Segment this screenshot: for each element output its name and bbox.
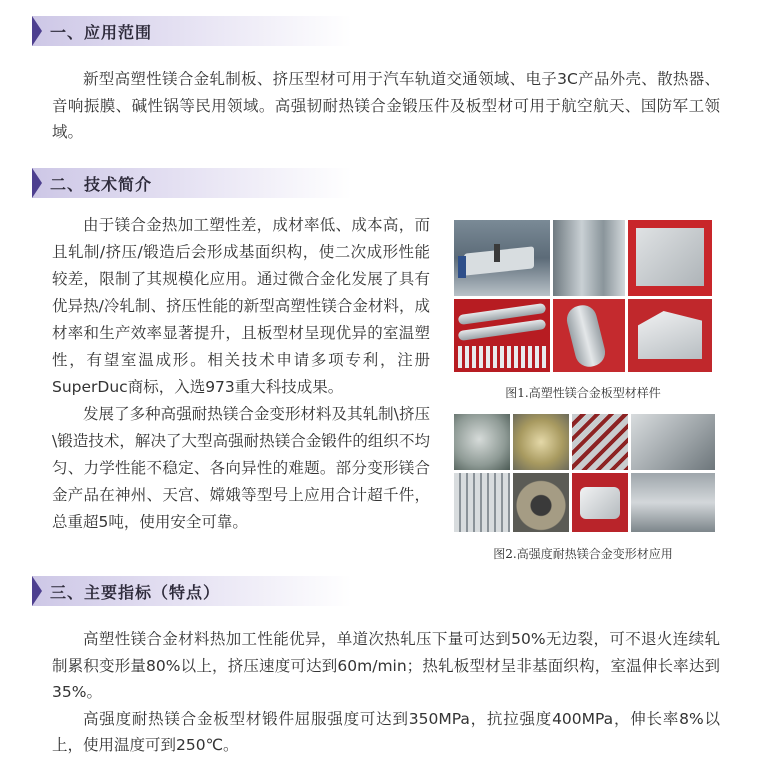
paragraph: 高强度耐热镁合金板型材锻件屈服强度可达到350MPa，抗拉强度400MPa，伸长率8%以上，使用温度可到250℃。 — [52, 709, 720, 754]
paragraph: 发展了多种高强耐热镁合金变形材料及其轧制\挤压\锻造技术，解决了大型高强耐热镁合金锻件的组织不均匀、力学性能不稳定、各向异性的难题。部分变形镁合金产品在神州、天宫、嫦娥等型号上应用合计超千件，总重超5吨，使用安全可靠。 — [52, 405, 430, 531]
brushed-sheet-photo — [553, 220, 625, 296]
section-marker-icon — [32, 168, 42, 198]
section-body-key-indicators — [52, 626, 720, 759]
factory-rolling-photo — [454, 220, 550, 296]
paragraph: 高塑性镁合金材料热加工性能优异，单道次热轧压下量可达到50%无边裂，可不退火连续轧制累积变形量80%以上，挤压速度可达到60m/min；热轧板型材呈非基面织构，室温伸长率达到35%。 — [52, 630, 720, 701]
bracket-on-red-photo — [572, 473, 628, 532]
figure-1-photo-grid — [454, 220, 712, 372]
section-marker-icon — [32, 576, 42, 606]
section-title: 三、主要指标（特点） — [50, 583, 221, 602]
figure-2-photo-grid — [454, 414, 712, 532]
section-title: 一、应用范围 — [50, 23, 153, 42]
machined-part-photo — [513, 414, 569, 470]
plate-on-red-photo — [628, 220, 712, 296]
formed-box-photo — [628, 299, 712, 372]
section-header-tech-intro — [32, 168, 352, 198]
tubes-and-heatsink-photo — [454, 299, 550, 372]
section-body-application-scope — [52, 66, 720, 146]
housing-part-photo — [631, 414, 715, 470]
section-title: 二、技术简介 — [50, 175, 153, 194]
section-header-application-scope — [32, 16, 352, 46]
cabinet-part-photo — [631, 473, 715, 532]
section-header-key-indicators — [32, 576, 352, 606]
figure-2-caption: 图2.高强度耐热镁合金变形材应用 — [493, 547, 673, 561]
paragraph: 由于镁合金热加工塑性差，成材率低、成本高，而且轧制/挤压/锻造后会形成基面织构，使二次成形性能较差，限制了其规模化应用。通过微合金化发展了具有优异热/冷轧制、挤压性能的新型高塑性镁合金材料，成材率和生产效率显著提升，且板型材呈现优异的室温塑性，有望室温成形。相关技术申请多项专利，注册SuperDuc商标，入选973重大科技成果。 — [52, 216, 430, 396]
paragraph: 新型高塑性镁合金轧制板、挤压型材可用于汽车轨道交通领域、电子3C产品外壳、散热器、音响振膜、碱性锅等民用领域。高强韧耐热镁合金锻压件及板型材可用于航空航天、国防军工领域。 — [52, 70, 720, 141]
figure-1-caption: 图1.高塑性镁合金板型材样件 — [505, 386, 661, 400]
section-marker-icon — [32, 16, 42, 46]
ring-part-photo — [513, 473, 569, 532]
ribbed-panel-photo — [572, 414, 628, 470]
large-tube-photo — [553, 299, 625, 372]
section-body-tech-intro — [52, 212, 430, 536]
forging-dome-photo — [454, 414, 510, 470]
grid-block-photo — [454, 473, 510, 532]
